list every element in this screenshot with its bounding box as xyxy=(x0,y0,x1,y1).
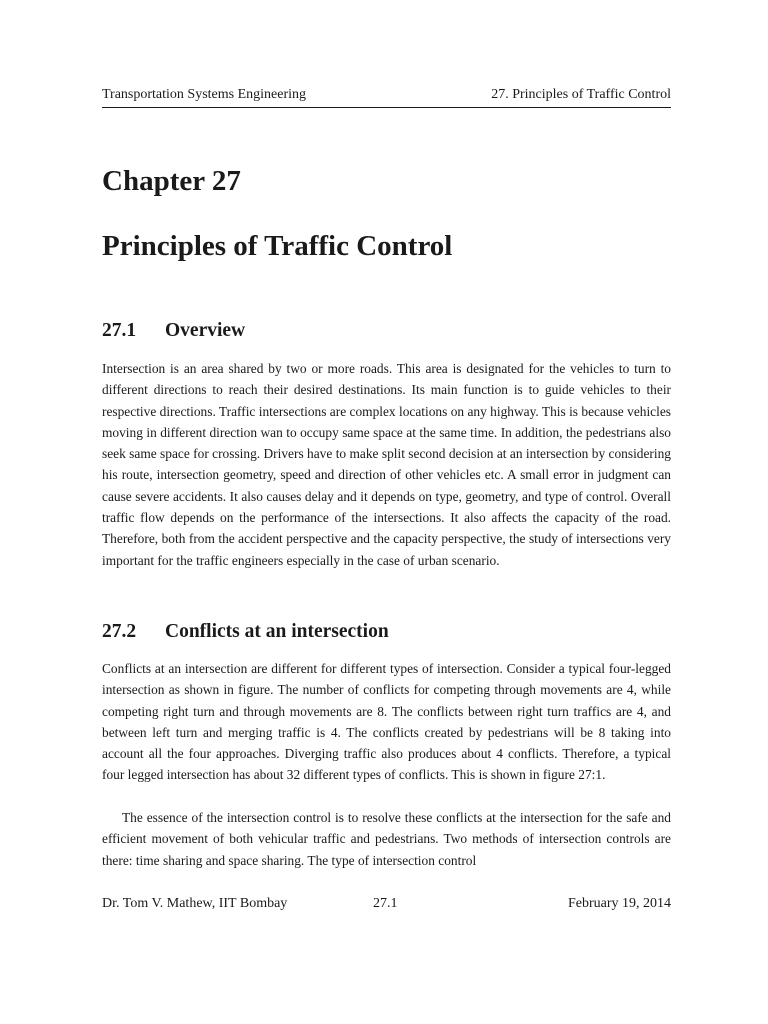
header-chapter-title: 27. Principles of Traffic Control xyxy=(491,87,671,102)
conflicts-paragraph: Conflicts at an intersection are different for different types of intersection. Consider a typical four-legged intersection as shown in figure. The number of conflicts for competing through movements are 4, while competing right turn and through movements are 8. The conflicts between right turn traffics are 4, and between left turn and merging traffic is 4. The conflicts created by pedestrians will be 8 taking into account all the four approaches. Diverging traffic also produces about 4 conflicts. Therefore, a typical four legged intersection has about 32 different types of conflicts. This is shown in figure 27:1. xyxy=(102,661,671,783)
chapter-title: Principles of Traffic Control xyxy=(102,230,453,262)
intersection-control-paragraph: The essence of the intersection control is to resolve these conflicts at the intersection for the safe and efficient movement of both vehicular traffic and pedestrians. Two methods of intersection controls are there: time sharing and space sharing. The type of intersection control xyxy=(102,810,671,868)
overview-paragraph: Intersection is an area shared by two or more roads. This area is designated for the vehicles to turn to different directions to reach their desired destinations. Its main function is to guide vehicles to their respective directions. Traffic intersections are complex locations on any highway. This is because vehicles moving in different direction wan to occupy same space at the same time. In addition, the pedestrians also seek same space for crossing. Drivers have to make split second decision at an intersection by considering his route, intersection geometry, speed and direction of other vehicles etc. A small error in judgment can cause severe accidents. It also causes delay and it depends on type, geometry, and type of control. Overall traffic flow depends on the performance of the intersections. It also affects the capacity of the road. Therefore, both from the accident perspective and the capacity perspective, the study of intersections very important for the traffic engineers especially in the case of urban scenario. xyxy=(102,361,671,568)
section-title: Conflicts at an intersection xyxy=(165,621,389,642)
section-title: Overview xyxy=(165,320,246,341)
running-header xyxy=(102,86,671,108)
section-heading-conflicts xyxy=(102,620,389,644)
page-footer xyxy=(102,895,671,913)
footer-date: February 19, 2014 xyxy=(567,896,671,911)
footer-author: Dr. Tom V. Mathew, IIT Bombay xyxy=(102,896,288,911)
section-number: 27.1 xyxy=(102,320,137,341)
chapter-number: Chapter 27 xyxy=(102,165,241,197)
section-heading-overview xyxy=(102,319,245,343)
section-number: 27.2 xyxy=(102,621,137,642)
page-number: 27.1 xyxy=(373,896,398,911)
header-book-title: Transportation Systems Engineering xyxy=(102,87,307,102)
document-page xyxy=(102,0,671,1024)
